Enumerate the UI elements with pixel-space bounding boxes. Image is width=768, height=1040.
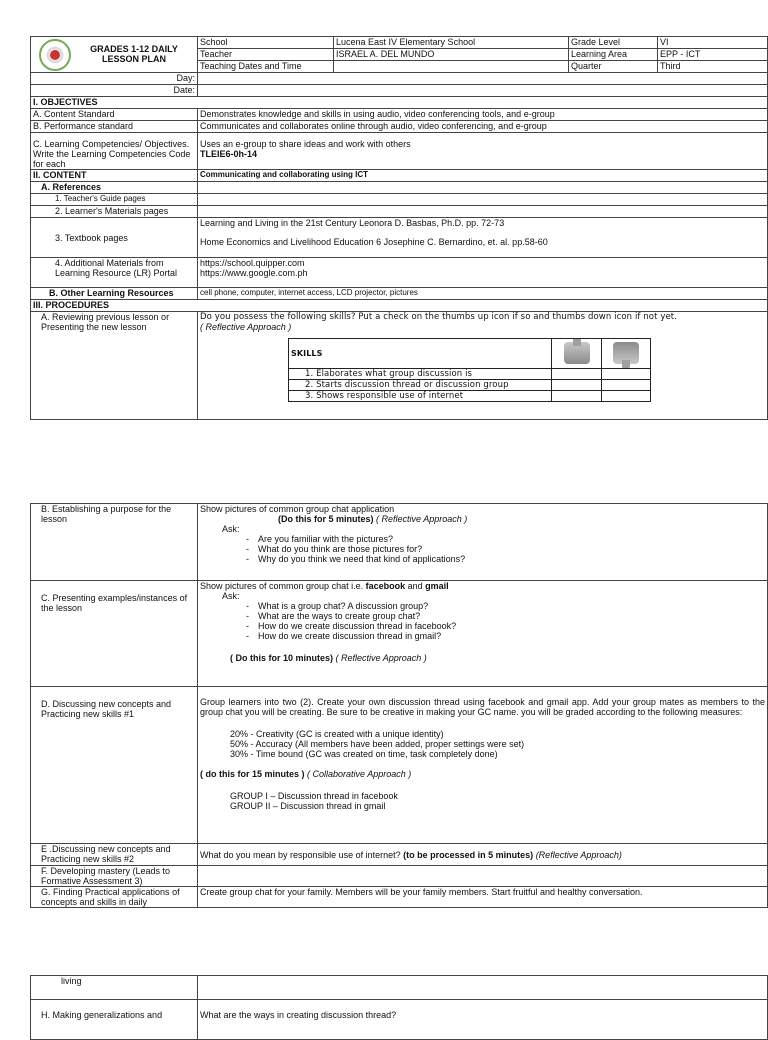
performance-label: B. Performance standard [31, 121, 198, 133]
additional-label: 4. Additional Materials from Learning Resource (LR) Portal [31, 258, 198, 288]
skill-3: 3. Shows responsible use of internet [289, 391, 552, 402]
proc-d-groups: GROUP I – Discussion thread in facebook GROUP II – Discussion thread in gmail [230, 791, 398, 811]
dates-label: Teaching Dates and Time [198, 61, 334, 73]
proc-c-ask: Ask: [222, 591, 240, 601]
skill-3-up-check[interactable] [552, 391, 601, 402]
procedures-table-cont [30, 503, 768, 908]
proc-d-label: D. Discussing new concepts and Practicing new skills #1 [31, 687, 198, 844]
school-label: School [198, 37, 334, 49]
content-value: Communicating and collaborating using ICT [198, 170, 768, 182]
list-item: - What are the ways to create group chat? [258, 611, 765, 621]
other-resources-label: B. Other Learning Resources [31, 288, 198, 300]
teacher-label: Teacher [198, 49, 334, 61]
competency-label: C. Learning Competencies/ Objectives. Write the Learning Competencies Code for each [31, 133, 198, 170]
proc-a-approach: ( Reflective Approach ) [200, 322, 292, 332]
textbook-cell [198, 218, 768, 258]
proc-b-label: B. Establishing a purpose for the lesson [31, 504, 198, 581]
doc-title-1: GRADES 1-12 DAILY [90, 44, 178, 54]
page-2 [30, 503, 767, 908]
dates-value [334, 61, 569, 73]
proc-h-text: What are the ways in creating discussion thread? [198, 1000, 768, 1040]
additional-cell [198, 258, 768, 288]
skill-1-up-check[interactable] [552, 369, 601, 380]
skill-2-up-check[interactable] [552, 380, 601, 391]
teacher-value: ISRAEL A. DEL MUNDO [334, 49, 569, 61]
proc-c-questions [200, 601, 765, 641]
proc-f-label: F. Developing mastery (Leads to Formative Assessment 3) [31, 866, 198, 887]
competency-code: TLEIE6-0h-14 [200, 149, 258, 159]
skill-3-down-check[interactable] [601, 391, 650, 402]
skill-2-down-check[interactable] [601, 380, 650, 391]
proc-g-text: Create group chat for your family. Members will be your family members. Start fruitful and healthy conversation. [198, 887, 768, 908]
proc-e-approach: (Reflective Approach) [535, 849, 622, 860]
proc-a-cell [198, 312, 768, 420]
proc-d-time: ( do this for 15 minutes ) [200, 769, 305, 779]
content-standard: Demonstrates knowledge and skills in using audio, video conferencing tools, and e-group [198, 109, 768, 121]
grade-label: Grade Level [569, 37, 658, 49]
proc-d-text: Group learners into two (2). Create your own discussion thread using facebook and gmail app. Add your group mates as members to the group chat you will be creating. Be sure to be creative in making your GC name. you will be graded according to the following measures: [200, 697, 765, 717]
proc-d-approach: ( Collaborative Approach ) [307, 769, 412, 779]
list-item: - How do we create discussion thread in facebook? [258, 621, 765, 631]
proc-e-text: What do you mean by responsible use of internet? [200, 849, 401, 860]
proc-h-label: H. Making generalizations and [31, 1000, 198, 1040]
additional-2: https://www.google.com.ph [200, 268, 308, 278]
competency-cell [198, 133, 768, 170]
thumbs-down-icon [613, 342, 639, 364]
proc-g-label: G. Finding Practical applications of concepts and skills in daily [31, 887, 198, 908]
grade-value: VI [658, 37, 768, 49]
proc-e-label: E .Discussing new concepts and Practicing new skills #2 [31, 844, 198, 866]
procedures-table-cont-2 [30, 975, 768, 1040]
school-seal-icon [39, 39, 71, 71]
proc-b-ask: Ask: [222, 524, 240, 534]
proc-c-facebook: facebook [365, 581, 406, 591]
additional-1: https://school.quipper.com [200, 258, 305, 268]
proc-b-approach: ( Reflective Approach ) [376, 514, 468, 524]
skills-header: SKILLS [289, 339, 552, 369]
objectives-heading: I. OBJECTIVES [31, 97, 768, 109]
proc-c-text: Show pictures of common group chat i.e. facebook and gmail [200, 581, 449, 591]
list-item: - What is a group chat? A discussion group? [258, 601, 765, 611]
proc-b-questions [200, 534, 765, 564]
skill-2: 2. Starts discussion thread or discussion group [289, 380, 552, 391]
list-item: - What do you think are those pictures for? [258, 544, 765, 554]
textbook-2: Home Economics and Livelihood Education 6 Josephine C. Bernardino, et. al. pp.58-60 [200, 237, 548, 247]
tg-pages-label: 1. Teacher's Guide pages [31, 194, 198, 206]
proc-d-criteria: 20% - Creativity (GC is created with a unique identity) 50% - Accuracy (All members have been added, proper settings were set) 30% - Time bound (GC was created on time, task completely done) [230, 729, 525, 759]
proc-c-time: ( Do this for 10 minutes) [230, 653, 334, 663]
area-value: EPP - ICT [658, 49, 768, 61]
proc-b-text: Show pictures of common group chat application [200, 504, 395, 514]
date-label: Date: [31, 85, 198, 97]
proc-a-text: Do you possess the following skills? Put a check on the thumbs up icon if so and thumbs down icon if not yet. [200, 312, 678, 322]
thumbs-up-icon [564, 342, 590, 364]
skill-1: 1. Elaborates what group discussion is [289, 369, 552, 380]
page-1 [30, 36, 767, 420]
title-cell [31, 37, 198, 73]
textbook-label: 3. Textbook pages [31, 218, 198, 258]
proc-b-cell [198, 504, 768, 581]
performance-standard: Communicates and collaborates online through audio, video conferencing, and e-group [198, 121, 768, 133]
proc-b-time: (Do this for 5 minutes) [278, 514, 374, 524]
references-heading: A. References [31, 182, 198, 194]
day-label: Day: [31, 73, 198, 85]
proc-a-label: A. Reviewing previous lesson or Presenting the new lesson [31, 312, 198, 420]
content-heading: II. CONTENT [31, 170, 198, 182]
proc-c-approach: ( Reflective Approach ) [335, 653, 427, 663]
list-item: - Are you familiar with the pictures? [258, 534, 765, 544]
other-resources: cell phone, computer, internet access, LCD projector, pictures [198, 288, 768, 300]
list-item: - How do we create discussion thread in gmail? [258, 631, 765, 641]
lm-pages-label: 2. Learner's Materials pages [31, 206, 198, 218]
skill-1-down-check[interactable] [601, 369, 650, 380]
skills-table [288, 338, 651, 402]
proc-e-time: (to be processed in 5 minutes) [403, 849, 534, 860]
proc-d-cell [198, 687, 768, 844]
content-standard-label: A. Content Standard [31, 109, 198, 121]
proc-e-cell [198, 844, 768, 866]
page-3 [30, 975, 767, 1040]
competency-text: Uses an e-group to share ideas and work with others [200, 139, 411, 149]
lesson-plan-table [30, 36, 768, 420]
proc-g-label-cont: living [31, 976, 198, 1000]
doc-title-2: LESSON PLAN [101, 54, 166, 64]
proc-c-gmail: gmail [425, 581, 449, 591]
textbook-1: Learning and Living in the 21st Century Leonora D. Basbas, Ph.D. pp. 72-73 [200, 218, 505, 228]
quarter-value: Third [658, 61, 768, 73]
proc-c-label: C. Presenting examples/instances of the lesson [31, 581, 198, 687]
proc-c-cell [198, 581, 768, 687]
area-label: Learning Area [569, 49, 658, 61]
quarter-label: Quarter [569, 61, 658, 73]
school-value: Lucena East IV Elementary School [334, 37, 569, 49]
list-item: - Why do you think we need that kind of applications? [258, 554, 765, 564]
procedures-heading: III. PROCEDURES [31, 300, 768, 312]
